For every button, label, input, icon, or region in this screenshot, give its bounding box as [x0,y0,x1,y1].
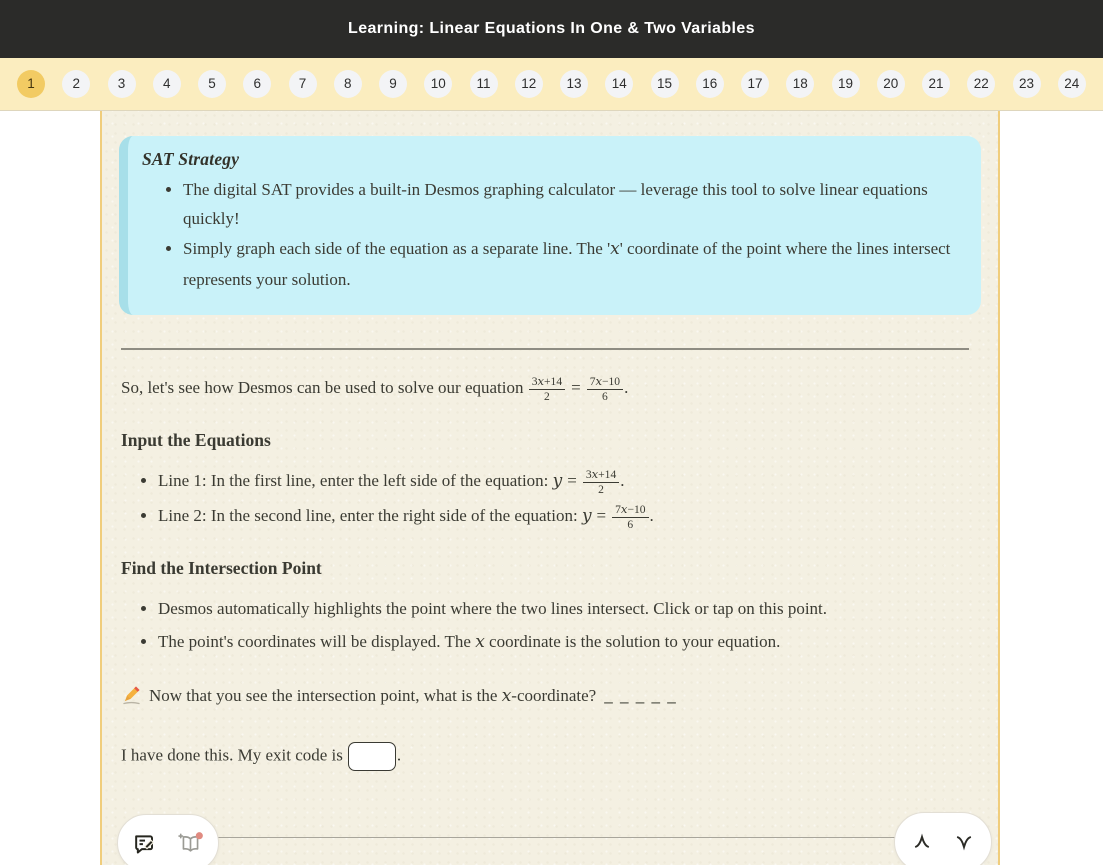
pager-item-11[interactable]: 11 [470,70,498,98]
exit-code-row: I have done this. My exit code is . [121,742,969,771]
task-question: Now that you see the intersection point, what is the x-coordinate? _ _ _ _ _ [121,682,969,713]
list-item: • Line 2: In the second line, enter the right side of the equation: y = $\frac{7x-10}{6}$ . [158,501,969,532]
math-var: x [475,632,485,653]
math-var: y [581,506,592,526]
equals-sign: = [567,470,577,490]
heading-find-intersection: Find the Intersection Point [121,558,322,579]
fraction: $\frac{7x-10}{6}$ [586,375,624,404]
pager-item-17[interactable]: 17 [741,70,769,98]
answer-blanks: _ _ _ _ _ [604,685,678,705]
pager-item-12[interactable]: 12 [515,70,543,98]
math-var: y [552,470,563,491]
edit-note-button[interactable] [130,829,159,858]
scroll-down-button[interactable] [951,829,977,855]
footer-divider [121,837,969,838]
strategy-list [142,175,961,294]
pager-item-14[interactable]: 14 [605,70,633,98]
pager-item-24[interactable]: 24 [1058,70,1086,98]
pager-item-18[interactable]: 18 [786,70,814,98]
pager-item-20[interactable]: 20 [877,70,905,98]
scroll-up-button[interactable] [909,829,935,855]
pager-item-1[interactable]: 1 [17,70,45,98]
pager-item-23[interactable]: 23 [1013,70,1041,98]
fraction: $\frac{3x+14}{2}$ [528,375,566,404]
pager [0,58,1103,111]
pager-item-15[interactable]: 15 [651,70,679,98]
list-item: • Desmos automatically highlights the point where the two lines intersect. Click or tap on this point. [158,594,969,623]
list-item: • The digital SAT provides a built-in Desmos graphing calculator — leverage this tool to solve linear equations quickly! [183,175,961,233]
lesson-card [100,111,1000,865]
chevron-up-icon [911,841,933,856]
pager-item-13[interactable]: 13 [560,70,588,98]
main [0,111,1103,865]
pager-item-3[interactable]: 3 [108,70,136,98]
pager-item-22[interactable]: 22 [967,70,995,98]
exit-code-input[interactable] [348,742,396,771]
fraction: $\frac{3x+14}{2}$ [582,468,620,497]
chevron-down-icon [953,841,975,856]
pager-item-19[interactable]: 19 [832,70,860,98]
intro-paragraph: So, let's see how Desmos can be used to solve our equation $\frac{3x+14}{2}$ = $\frac{7x-10}{6}$ . [121,374,629,404]
notes-toolbar [117,814,219,865]
writing-hand-icon [121,684,142,713]
equals-sign: = [596,506,607,525]
input-equations-list [121,466,969,532]
pager-item-2[interactable]: 2 [62,70,90,98]
app-header [0,0,1103,58]
pager-item-21[interactable]: 21 [922,70,950,98]
math-var: x [501,685,512,706]
book-icon [177,844,204,859]
glossary-book-button[interactable] [175,829,206,858]
heading-input-equations: Input the Equations [121,429,271,450]
page-title: Learning: Linear Equations In One & Two Variables [348,20,755,37]
math-var: x [610,239,620,260]
pager-item-8[interactable]: 8 [334,70,362,98]
pager-item-4[interactable]: 4 [153,70,181,98]
list-item: • Line 1: In the first line, enter the left side of the equation: y = $\frac{3x+14}{2}$ . [158,466,969,497]
equals-sign: = [571,377,581,397]
pager-item-16[interactable]: 16 [696,70,724,98]
pager-item-10[interactable]: 10 [424,70,452,98]
strategy-callout [119,136,981,315]
fraction: $\frac{7x-10}{6}$ [611,503,649,532]
list-item: • The point's coordinates will be displayed. The x coordinate is the solution to your equation. [158,627,969,657]
pager-item-5[interactable]: 5 [198,70,226,98]
edit-note-icon [132,844,157,859]
scroll-nav [894,812,992,865]
pager-item-7[interactable]: 7 [289,70,317,98]
list-item: • Simply graph each side of the equation as a separate line. The 'x' coordinate of the point where the lines intersect represents your solution. [183,234,961,293]
strategy-title: SAT Strategy [142,149,240,169]
find-intersection-list [121,594,969,657]
pager-item-9[interactable]: 9 [379,70,407,98]
pager-item-6[interactable]: 6 [243,70,271,98]
section-divider [121,348,969,350]
